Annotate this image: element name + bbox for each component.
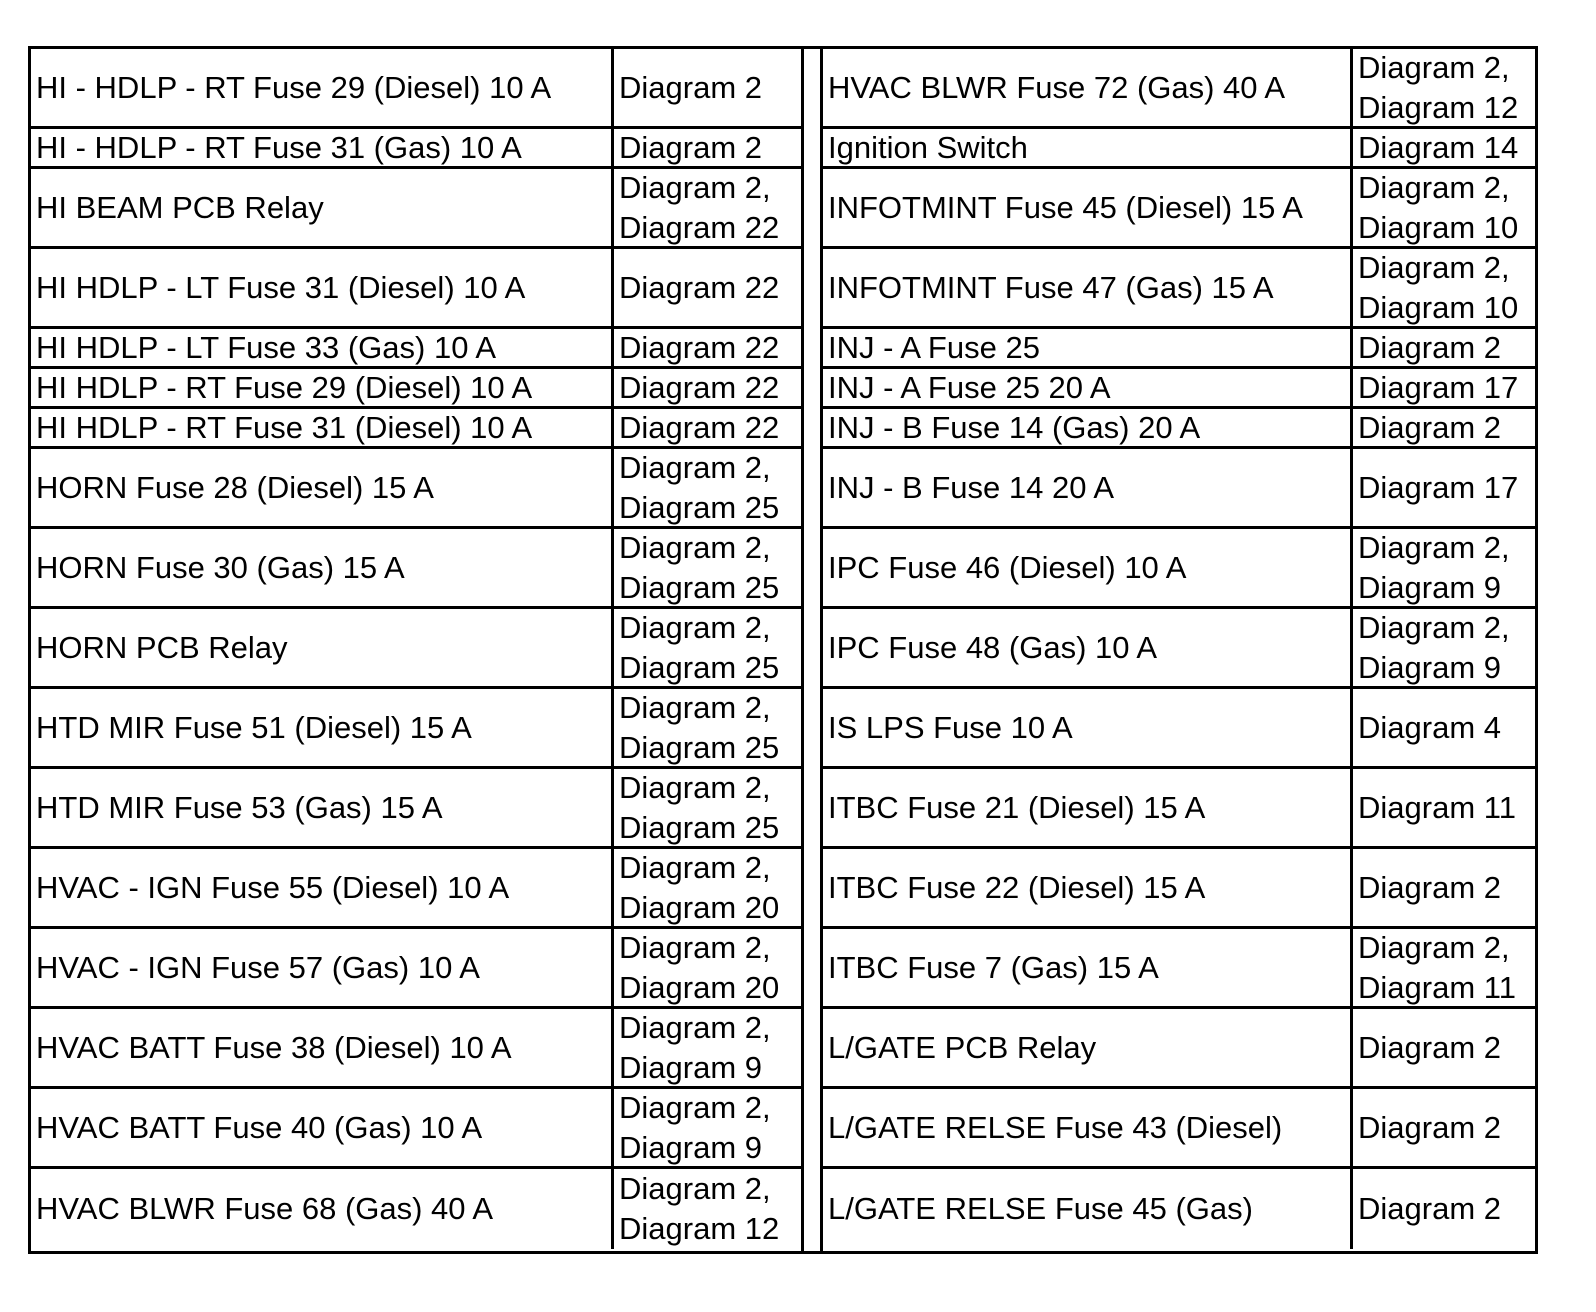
component-name-cell: HVAC BATT Fuse 40 (Gas) 10 A <box>36 1109 483 1145</box>
table-row <box>31 1169 801 1249</box>
diagram-ref-cell: Diagram 2 <box>1350 1169 1535 1249</box>
component-name-cell: INJ - B Fuse 14 20 A <box>828 469 1115 505</box>
component-name-cell: HVAC - IGN Fuse 55 (Diesel) 10 A <box>36 869 510 905</box>
table-row <box>823 329 1535 369</box>
diagram-ref-cell: Diagram 22 <box>611 409 801 446</box>
table-row <box>31 249 801 329</box>
diagram-ref-cell: Diagram 14 <box>1350 129 1535 166</box>
component-name-cell: IPC Fuse 48 (Gas) 10 A <box>828 629 1158 665</box>
table-row <box>823 529 1535 609</box>
component-name-cell: L/GATE RELSE Fuse 43 (Diesel) <box>828 1109 1283 1145</box>
table-row <box>823 1089 1535 1169</box>
table-row <box>823 409 1535 449</box>
diagram-ref-cell: Diagram 2, Diagram 22 <box>611 169 801 246</box>
component-name-cell: HVAC BATT Fuse 38 (Diesel) 10 A <box>36 1029 512 1065</box>
table-row <box>31 369 801 409</box>
table-row <box>823 1009 1535 1089</box>
diagram-ref-cell: Diagram 2, Diagram 25 <box>611 529 801 606</box>
column-divider <box>801 49 823 1251</box>
component-name-cell: HVAC BLWR Fuse 72 (Gas) 40 A <box>828 69 1286 105</box>
component-name-cell: HI HDLP - RT Fuse 29 (Diesel) 10 A <box>36 369 533 405</box>
diagram-ref-cell: Diagram 17 <box>1350 449 1535 526</box>
diagram-ref-cell: Diagram 2, Diagram 11 <box>1350 929 1535 1006</box>
table-row <box>823 609 1535 689</box>
diagram-ref-cell: Diagram 2, Diagram 10 <box>1350 249 1535 326</box>
diagram-ref-cell: Diagram 2, Diagram 9 <box>1350 609 1535 686</box>
table-row <box>823 369 1535 409</box>
component-name-cell: HI HDLP - LT Fuse 33 (Gas) 10 A <box>36 329 497 365</box>
component-name-cell: IPC Fuse 46 (Diesel) 10 A <box>828 549 1187 585</box>
table-row <box>823 929 1535 1009</box>
table-row <box>31 769 801 849</box>
component-name-cell: IS LPS Fuse 10 A <box>828 709 1073 745</box>
table-row <box>823 129 1535 169</box>
diagram-ref-cell: Diagram 22 <box>611 369 801 406</box>
table-row <box>823 689 1535 769</box>
component-name-cell: INJ - A Fuse 25 20 A <box>828 369 1111 405</box>
table-row <box>823 449 1535 529</box>
diagram-ref-cell: Diagram 2 <box>1350 409 1535 446</box>
diagram-ref-cell: Diagram 22 <box>611 329 801 366</box>
component-name-cell: ITBC Fuse 21 (Diesel) 15 A <box>828 789 1206 825</box>
diagram-ref-cell: Diagram 2, Diagram 25 <box>611 449 801 526</box>
diagram-ref-cell: Diagram 2, Diagram 9 <box>1350 529 1535 606</box>
table-row <box>31 1089 801 1169</box>
component-name-cell: HTD MIR Fuse 51 (Diesel) 15 A <box>36 709 472 745</box>
table-row <box>31 929 801 1009</box>
table-row <box>823 169 1535 249</box>
component-name-cell: HTD MIR Fuse 53 (Gas) 15 A <box>36 789 443 825</box>
diagram-ref-cell: Diagram 2, Diagram 20 <box>611 849 801 926</box>
component-name-cell: INFOTMINT Fuse 47 (Gas) 15 A <box>828 269 1274 305</box>
diagram-ref-cell: Diagram 2, Diagram 12 <box>1350 49 1535 126</box>
diagram-ref-cell: Diagram 4 <box>1350 689 1535 766</box>
right-column-group <box>823 49 1535 1251</box>
table-row <box>31 49 801 129</box>
table-row <box>823 1169 1535 1249</box>
diagram-ref-cell: Diagram 2 <box>1350 1089 1535 1166</box>
table-row <box>823 769 1535 849</box>
table-row <box>823 249 1535 329</box>
table-row <box>31 609 801 689</box>
component-name-cell: HI HDLP - RT Fuse 31 (Diesel) 10 A <box>36 409 533 445</box>
table-row <box>31 129 801 169</box>
table-row <box>31 409 801 449</box>
component-name-cell: HI HDLP - LT Fuse 31 (Diesel) 10 A <box>36 269 526 305</box>
diagram-ref-cell: Diagram 17 <box>1350 369 1535 406</box>
diagram-ref-cell: Diagram 2, Diagram 9 <box>611 1089 801 1166</box>
component-name-cell: INFOTMINT Fuse 45 (Diesel) 15 A <box>828 189 1303 225</box>
diagram-ref-cell: Diagram 2, Diagram 9 <box>611 1009 801 1086</box>
component-name-cell: L/GATE RELSE Fuse 45 (Gas) <box>828 1191 1253 1226</box>
table-row <box>823 849 1535 929</box>
table-row <box>31 849 801 929</box>
component-name-cell: HI BEAM PCB Relay <box>36 189 324 225</box>
diagram-ref-cell: Diagram 2, Diagram 12 <box>611 1169 801 1249</box>
left-column-group <box>31 49 801 1251</box>
table-row <box>31 329 801 369</box>
component-name-cell: HORN Fuse 30 (Gas) 15 A <box>36 549 405 585</box>
table-row <box>31 169 801 249</box>
diagram-ref-cell: Diagram 2, Diagram 25 <box>611 609 801 686</box>
diagram-ref-cell: Diagram 11 <box>1350 769 1535 846</box>
diagram-ref-cell: Diagram 22 <box>611 249 801 326</box>
table-row <box>31 1009 801 1089</box>
table-row <box>31 529 801 609</box>
table-row <box>31 449 801 529</box>
component-name-cell: Ignition Switch <box>828 129 1028 165</box>
diagram-ref-cell: Diagram 2 <box>611 129 801 166</box>
component-name-cell: HVAC - IGN Fuse 57 (Gas) 10 A <box>36 949 480 985</box>
diagram-ref-cell: Diagram 2 <box>1350 849 1535 926</box>
table-row <box>31 689 801 769</box>
table-row <box>823 49 1535 129</box>
diagram-ref-cell: Diagram 2, Diagram 25 <box>611 689 801 766</box>
component-name-cell: INJ - B Fuse 14 (Gas) 20 A <box>828 409 1201 445</box>
diagram-ref-cell: Diagram 2 <box>1350 1009 1535 1086</box>
component-name-cell: HI - HDLP - RT Fuse 31 (Gas) 10 A <box>36 129 522 165</box>
diagram-ref-cell: Diagram 2, Diagram 25 <box>611 769 801 846</box>
component-name-cell: HORN Fuse 28 (Diesel) 15 A <box>36 469 434 505</box>
component-name-cell: HORN PCB Relay <box>36 629 288 665</box>
fuse-index-table <box>28 46 1538 1254</box>
component-name-cell: ITBC Fuse 22 (Diesel) 15 A <box>828 869 1206 905</box>
component-name-cell: HVAC BLWR Fuse 68 (Gas) 40 A <box>36 1191 494 1226</box>
diagram-ref-cell: Diagram 2 <box>611 49 801 126</box>
component-name-cell: HI - HDLP - RT Fuse 29 (Diesel) 10 A <box>36 69 552 105</box>
component-name-cell: ITBC Fuse 7 (Gas) 15 A <box>828 949 1159 985</box>
component-name-cell: L/GATE PCB Relay <box>828 1029 1097 1065</box>
diagram-ref-cell: Diagram 2 <box>1350 329 1535 366</box>
diagram-ref-cell: Diagram 2, Diagram 10 <box>1350 169 1535 246</box>
diagram-ref-cell: Diagram 2, Diagram 20 <box>611 929 801 1006</box>
component-name-cell: INJ - A Fuse 25 <box>828 329 1040 365</box>
